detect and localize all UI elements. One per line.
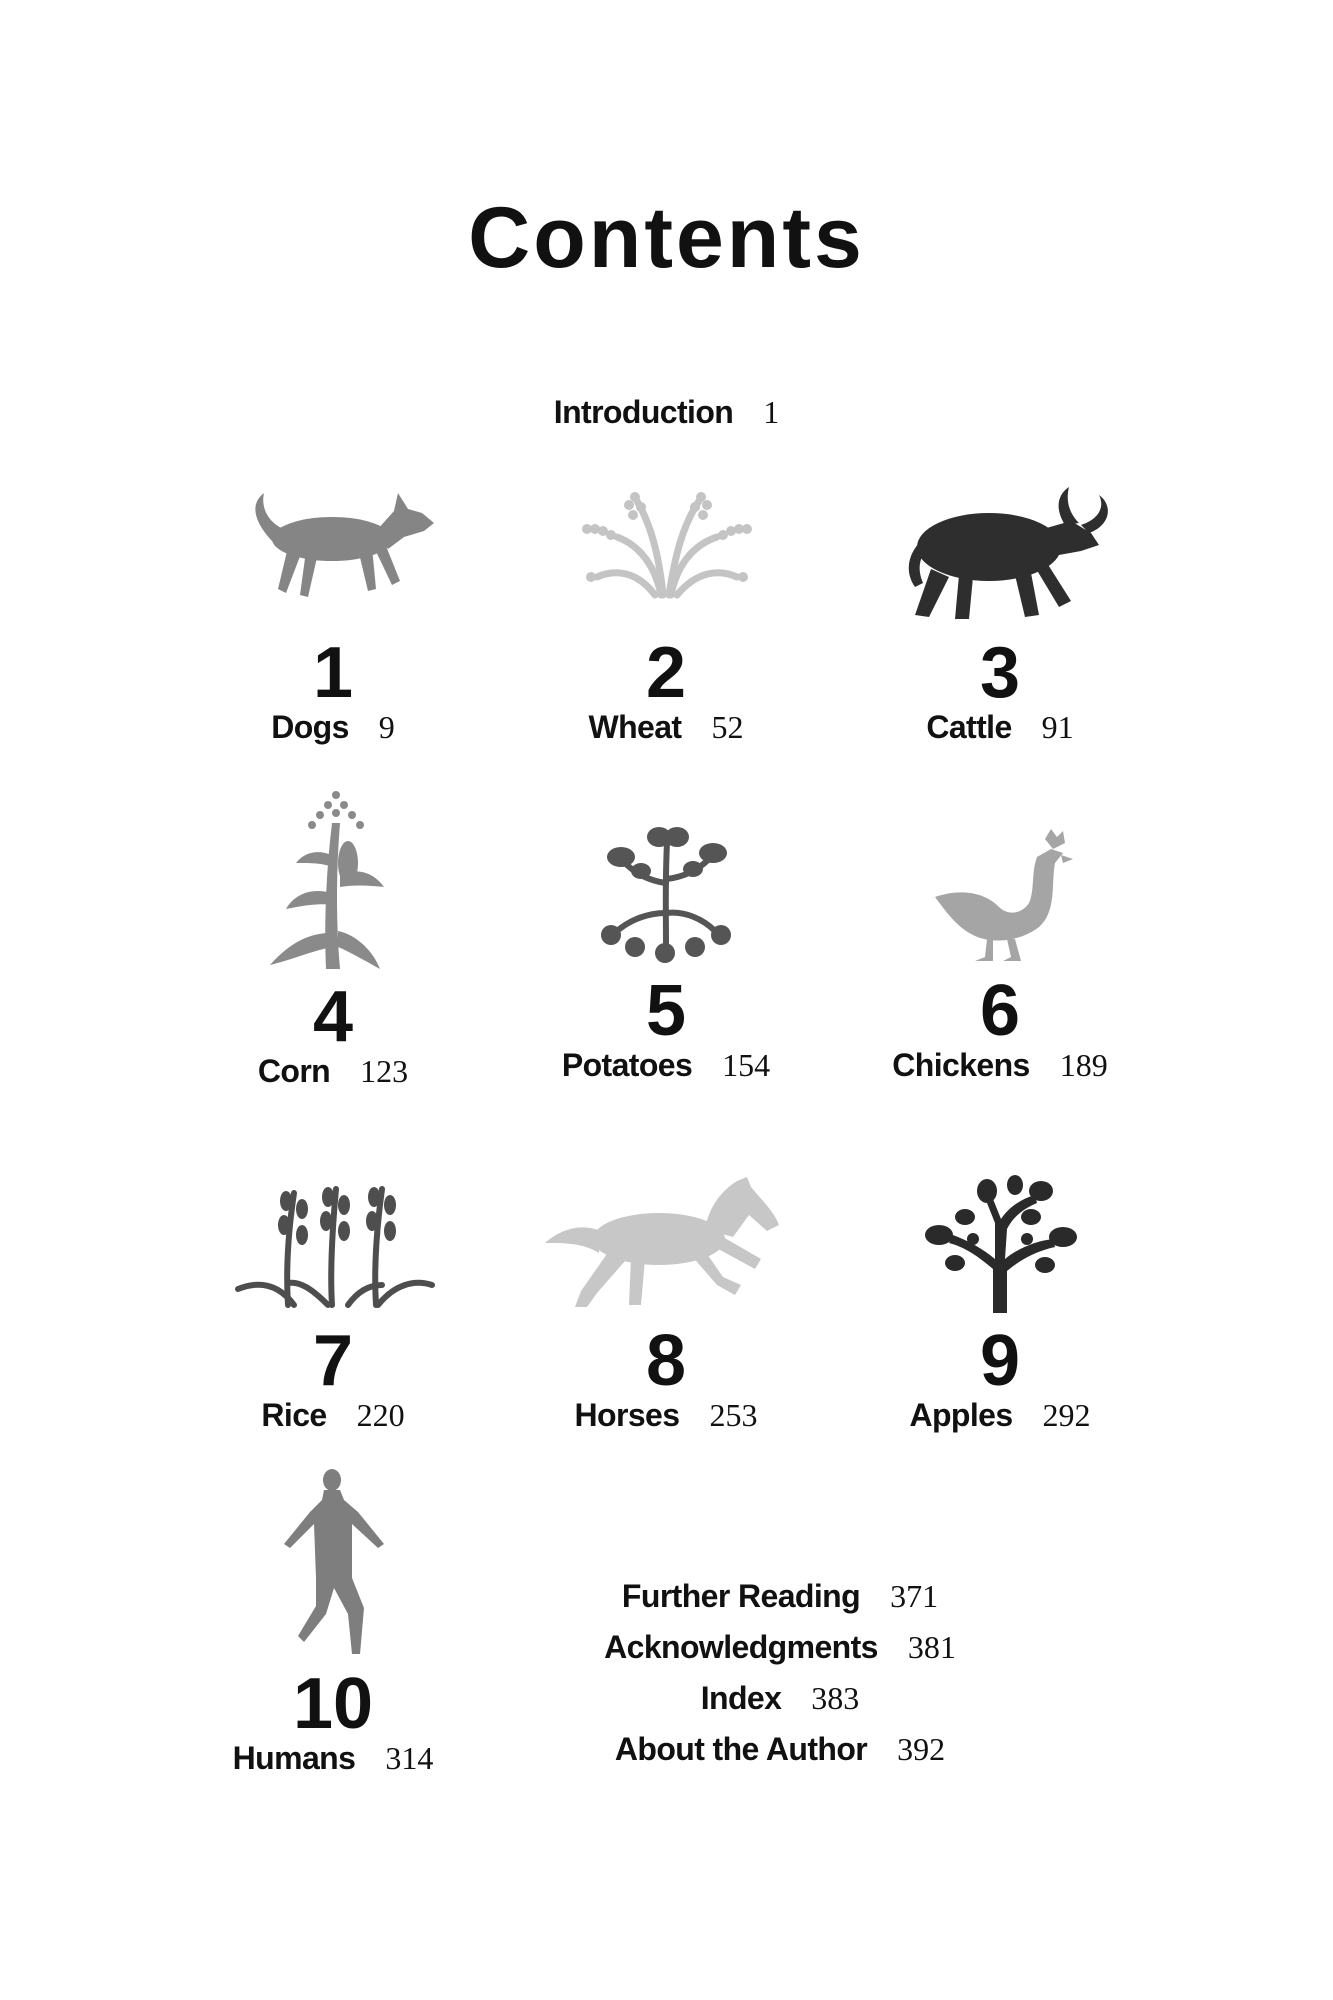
chapter-title: Horses	[574, 1397, 680, 1433]
backmatter-label: Acknowledgments	[604, 1629, 878, 1665]
chapter-page: 220	[356, 1397, 405, 1433]
chapter-entry-humans[interactable]	[153, 1468, 513, 1774]
intro-page: 1	[763, 394, 780, 430]
intro-entry[interactable]	[0, 396, 1333, 428]
horse-icon	[541, 1173, 791, 1313]
chapter-title: Apples	[909, 1397, 1013, 1433]
chapter-title: Corn	[257, 1053, 331, 1089]
apple-tree-icon	[875, 1173, 1125, 1313]
chapter-page: 253	[709, 1397, 758, 1433]
backmatter-page: 383	[811, 1680, 860, 1716]
chapter-number: 8	[645, 1321, 687, 1401]
chapter-page: 52	[711, 709, 744, 745]
chapter-title: Dogs	[271, 709, 349, 745]
backmatter-label: About the Author	[614, 1731, 868, 1767]
intro-label: Introduction	[553, 394, 734, 430]
backmatter-label: Index	[700, 1680, 782, 1716]
chapter-number: 4	[312, 977, 354, 1057]
chapter-title: Cattle	[926, 709, 1012, 745]
chapter-number: 1	[312, 633, 354, 713]
chapter-number: 3	[979, 633, 1021, 713]
backmatter-page: 392	[897, 1731, 946, 1767]
corn-icon	[208, 783, 458, 973]
chapter-number: 10	[292, 1664, 374, 1744]
chapter-number: 7	[312, 1321, 354, 1401]
chapter-entry-corn[interactable]	[153, 783, 513, 1087]
chapter-page: 154	[722, 1047, 771, 1083]
chapter-title: Humans	[232, 1740, 356, 1776]
chapter-number: 5	[645, 971, 687, 1051]
chapter-number: 6	[979, 971, 1021, 1051]
chapter-entry-apples[interactable]	[820, 1173, 1180, 1431]
chapter-entry-cattle[interactable]	[820, 485, 1180, 743]
chapter-entry-horses[interactable]	[486, 1173, 846, 1431]
chapter-entry-dogs[interactable]	[153, 485, 513, 743]
chapter-title: Rice	[261, 1397, 327, 1433]
chapter-page: 9	[378, 709, 395, 745]
chapter-title: Chickens	[892, 1047, 1030, 1083]
backmatter-item-about-the-author[interactable]	[600, 1733, 960, 1784]
backmatter-label: Further Reading	[621, 1578, 861, 1614]
backmatter-item-further-reading[interactable]	[600, 1580, 960, 1631]
chapter-page: 91	[1041, 709, 1074, 745]
backmatter-item-index[interactable]	[600, 1682, 960, 1733]
chapter-entry-chickens[interactable]	[820, 823, 1180, 1081]
chapter-page: 123	[360, 1053, 409, 1089]
backmatter-list	[600, 1580, 960, 1784]
chapter-number: 2	[645, 633, 687, 713]
chapter-page: 314	[385, 1740, 434, 1776]
chicken-icon	[875, 823, 1125, 963]
backmatter-item-acknowledgments[interactable]	[600, 1631, 960, 1682]
backmatter-page: 371	[890, 1578, 939, 1614]
human-icon	[208, 1468, 458, 1658]
chapter-page: 292	[1042, 1397, 1091, 1433]
chapter-title: Wheat	[588, 709, 682, 745]
cattle-icon	[875, 485, 1125, 625]
backmatter-page: 381	[907, 1629, 956, 1665]
chapter-page: 189	[1059, 1047, 1108, 1083]
chapter-entry-wheat[interactable]	[486, 485, 846, 743]
wheat-icon	[541, 485, 791, 625]
dog-icon	[208, 485, 458, 625]
chapter-title: Potatoes	[561, 1047, 693, 1083]
chapter-entry-rice[interactable]	[153, 1173, 513, 1431]
rice-icon	[208, 1173, 458, 1313]
page-title: Contents	[468, 190, 865, 286]
chapter-number: 9	[979, 1321, 1021, 1401]
chapter-entry-potatoes[interactable]	[486, 823, 846, 1081]
potato-plant-icon	[541, 823, 791, 963]
